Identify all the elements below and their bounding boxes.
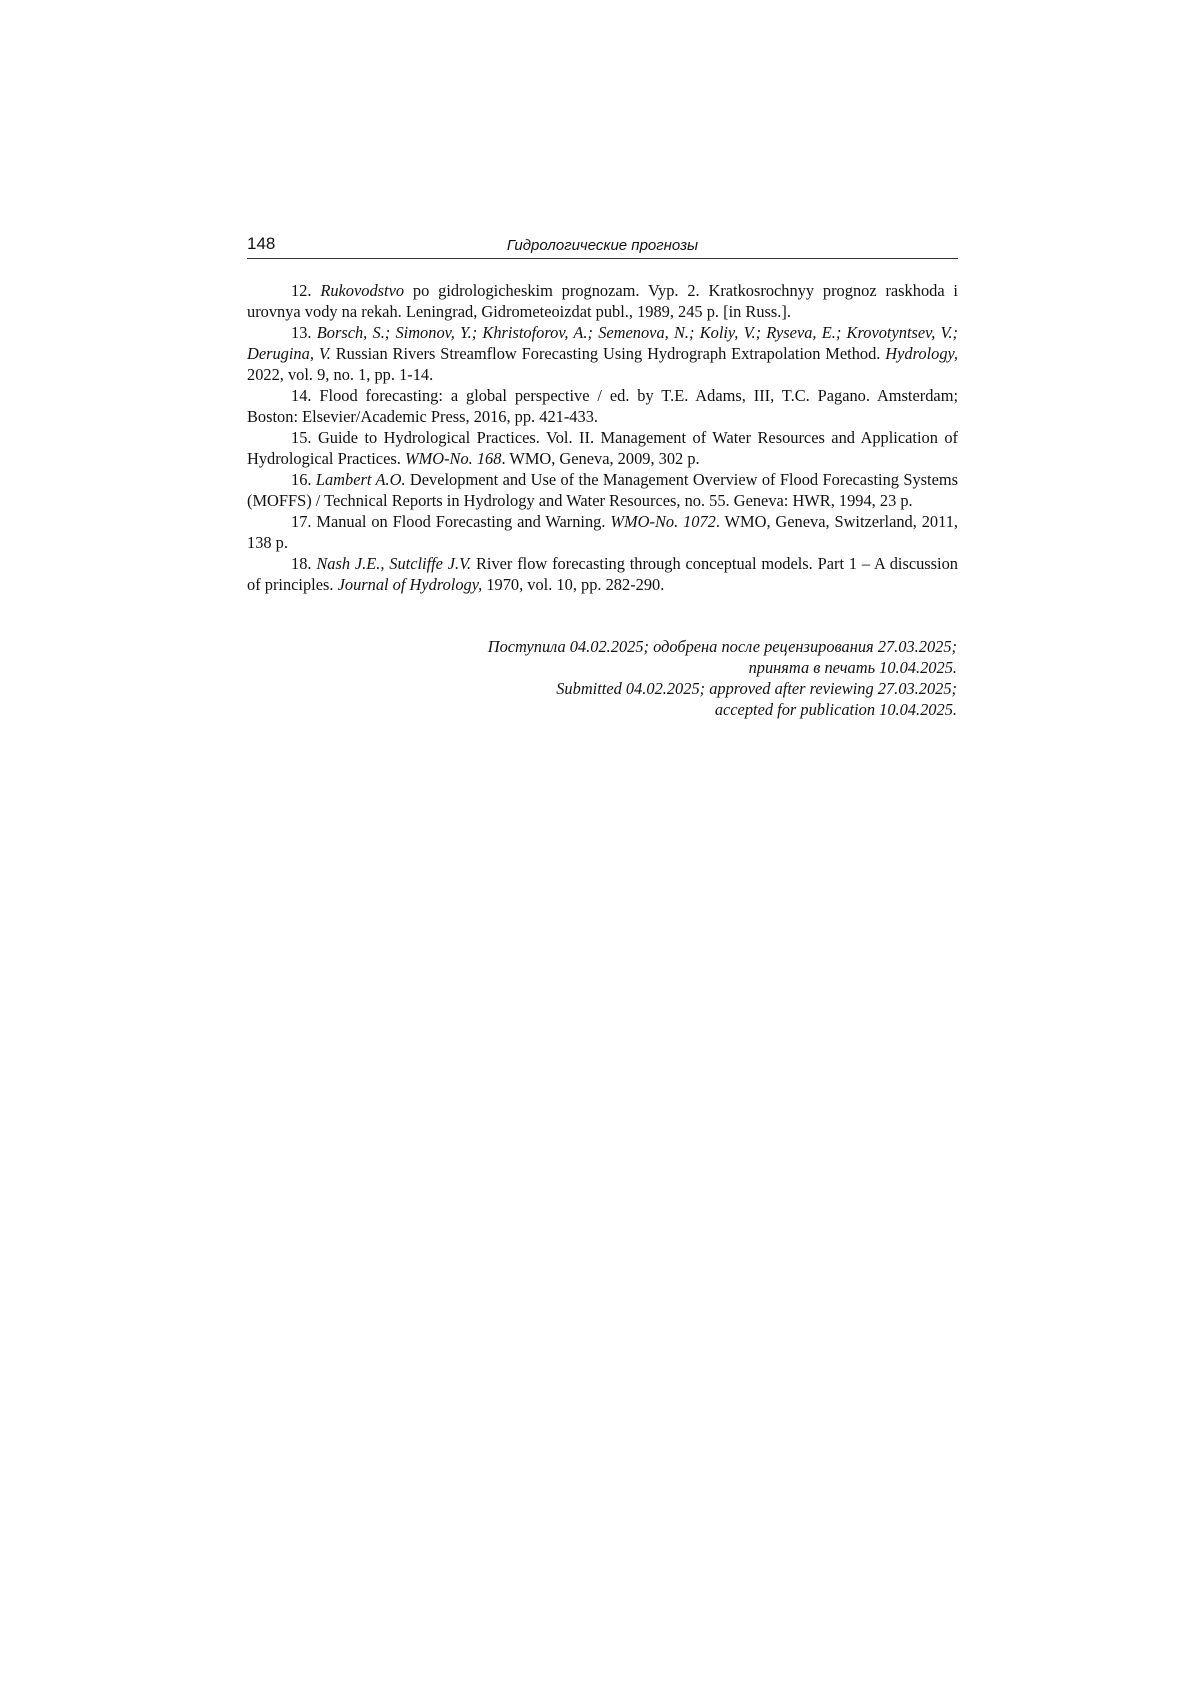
reference-number: 12. [291, 281, 312, 300]
reference-text: Guide to Hydrological Practices. Vol. II. Management of Water Resources and Application of Hydrological Practices. [247, 428, 958, 468]
reference-journal: WMO-No. 1072 [610, 512, 716, 531]
reference-item [247, 469, 958, 511]
reference-journal: Hydrology, [885, 344, 958, 363]
page-number: 148 [247, 234, 276, 253]
reference-item [247, 427, 958, 469]
submission-dates [247, 636, 957, 720]
reference-text: Flood forecasting: a global perspective / ed. by T.E. Adams, III, T.C. Pagano. Amsterdam; Boston: Elsevier/Academic Press, 2016, pp. 421-433. [247, 386, 958, 426]
reference-text: Russian Rivers Streamflow Forecasting Using Hydrograph Extrapolation Method. [330, 344, 886, 363]
reference-tail: 1970, vol. 10, pp. 282-290. [482, 575, 665, 594]
dates-ru-line2: принята в печать 10.04.2025. [748, 658, 957, 677]
reference-number: 17. [291, 512, 312, 531]
reference-item [247, 385, 958, 427]
dates-en-line2: accepted for publication 10.04.2025. [714, 700, 957, 719]
reference-tail: . WMO, Geneva, 2009, 302 p. [501, 449, 700, 468]
dates-en-line1: Submitted 04.02.2025; approved after reviewing 27.03.2025; [556, 679, 957, 698]
reference-authors: Rukovodstvo [320, 281, 405, 300]
reference-number: 18. [291, 554, 312, 573]
reference-authors: Nash J.E., Sutcliffe J.V. [316, 554, 472, 573]
reference-item [247, 322, 958, 385]
reference-journal: Journal of Hydrology, [337, 575, 483, 594]
page-header [247, 234, 958, 259]
reference-text: Manual on Flood Forecasting and Warning. [311, 512, 611, 531]
reference-item [247, 511, 958, 553]
reference-list [247, 280, 958, 595]
reference-number: 15. [291, 428, 312, 447]
reference-text: Development and Use of the Management Overview of Flood Forecasting Systems (MOFFS) / Technical Reports in Hydrology and Water Resources, no. 55. Geneva: HWR, 1994, 23 p. [247, 470, 958, 510]
reference-number: 13. [291, 323, 312, 342]
reference-text: po gidrologicheskim prognozam. Vyp. 2. Kratkosrochnyy prognoz raskhoda i urovnya vody na rekah. Leningrad, Gidrometeoizdat publ., 1989, 245 p. [in Russ.]. [247, 281, 958, 321]
running-title: Гидрологические прогнозы [506, 237, 699, 254]
reference-number: 14. [291, 386, 312, 405]
reference-text: River flow forecasting through conceptual models. Part 1 – A discussion of principles. [247, 554, 958, 594]
reference-tail: 2022, vol. 9, no. 1, pp. 1-14. [247, 365, 434, 384]
reference-authors: Lambert A.O. [315, 470, 406, 489]
reference-item [247, 553, 958, 595]
reference-number: 16. [291, 470, 312, 489]
reference-tail: . WMO, Geneva, Switzerland, 2011, 138 p. [247, 512, 958, 552]
reference-authors: Borsch, S.; Simonov, Y.; Khristoforov, A.; Semenova, N.; Koliy, V.; Ryseva, E.; Krovotyntsev, V.; Derugina, V. [247, 323, 958, 363]
reference-item [247, 280, 958, 322]
reference-journal: WMO-No. 168 [404, 449, 502, 468]
dates-ru-line1: Поступила 04.02.2025; одобрена после рецензирования 27.03.2025; [487, 637, 957, 656]
